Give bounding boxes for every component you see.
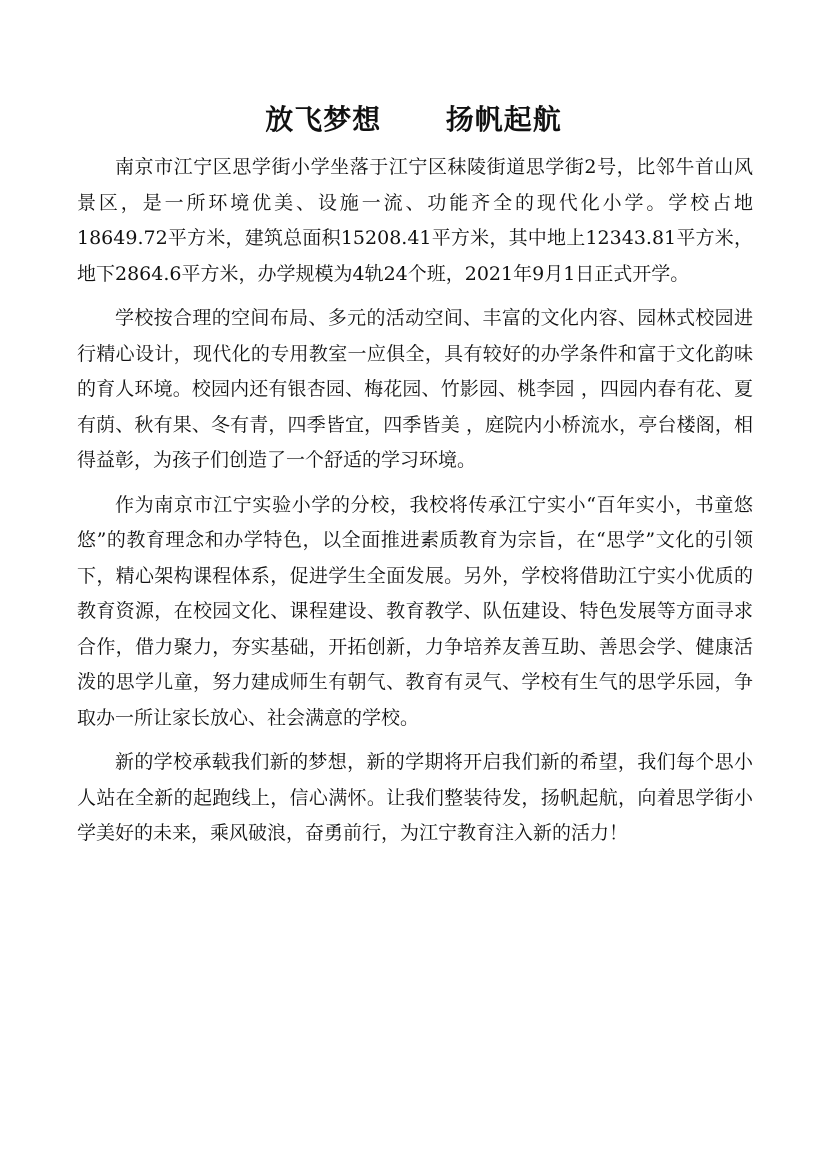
paragraph-campus: 学校按合理的空间布局、多元的活动空间、丰富的文化内容、园林式校园进行精心设计，现代化的专用教室一应俱全，具有较好的办学条件和富于文化韵味的育人环境。校园内还有银杏园、梅花园、竹影园、桃李园 ，四园内春有花、夏有荫、秋有果、冬有青，四季皆宜，四季皆美 ，庭院内小桥流水，亭台楼阁，相得益彰，为孩子们创造了一个舒适的学习环境。 (77, 307, 753, 471)
paragraph-philosophy: 作为南京市江宁实验小学的分校，我校将传承江宁实小“百年实小，书童悠悠”的教育理念和办学特色，以全面推进素质教育为宗旨，在“思学”文化的引领下，精心架构课程体系，促进学生全面发展。另外，学校将借助江宁实小优质的教育资源，在校园文化、课程建设、教育教学、队伍建设、特色发展等方面寻求合作，借力聚力，夯实基础，开拓创新，力争培养友善互助、善思会学、健康活泼的思学儿童，努力建成师生有朝气、教育有灵气、学校有生气的思学乐园，争取办一所让家长放心、社会满意的学校。 (77, 493, 753, 729)
page-title: 放飞梦想 扬帆起航 (265, 103, 562, 136)
article-body (77, 150, 753, 861)
paragraph-closing: 新的学校承载我们新的梦想，新的学期将开启我们新的希望，我们每个思小人站在全新的起跑线上，信心满怀。让我们整装待发，扬帆起航，向着思学街小学美好的未来，乘风破浪，奋勇前行，为江宁教育注入新的活力！ (77, 751, 753, 844)
paragraph-intro: 南京市江宁区思学街小学坐落于江宁区秣陵街道思学街2号，比邻牛首山风景区，是一所环境优美、设施一流、功能齐全的现代化小学。学校占地18649.72平方米，建筑总面积15208.41平方米，其中地上12343.81平方米，地下2864.6平方米，办学规模为4轨24个班，2021年9月1日正式开学。 (77, 156, 753, 285)
